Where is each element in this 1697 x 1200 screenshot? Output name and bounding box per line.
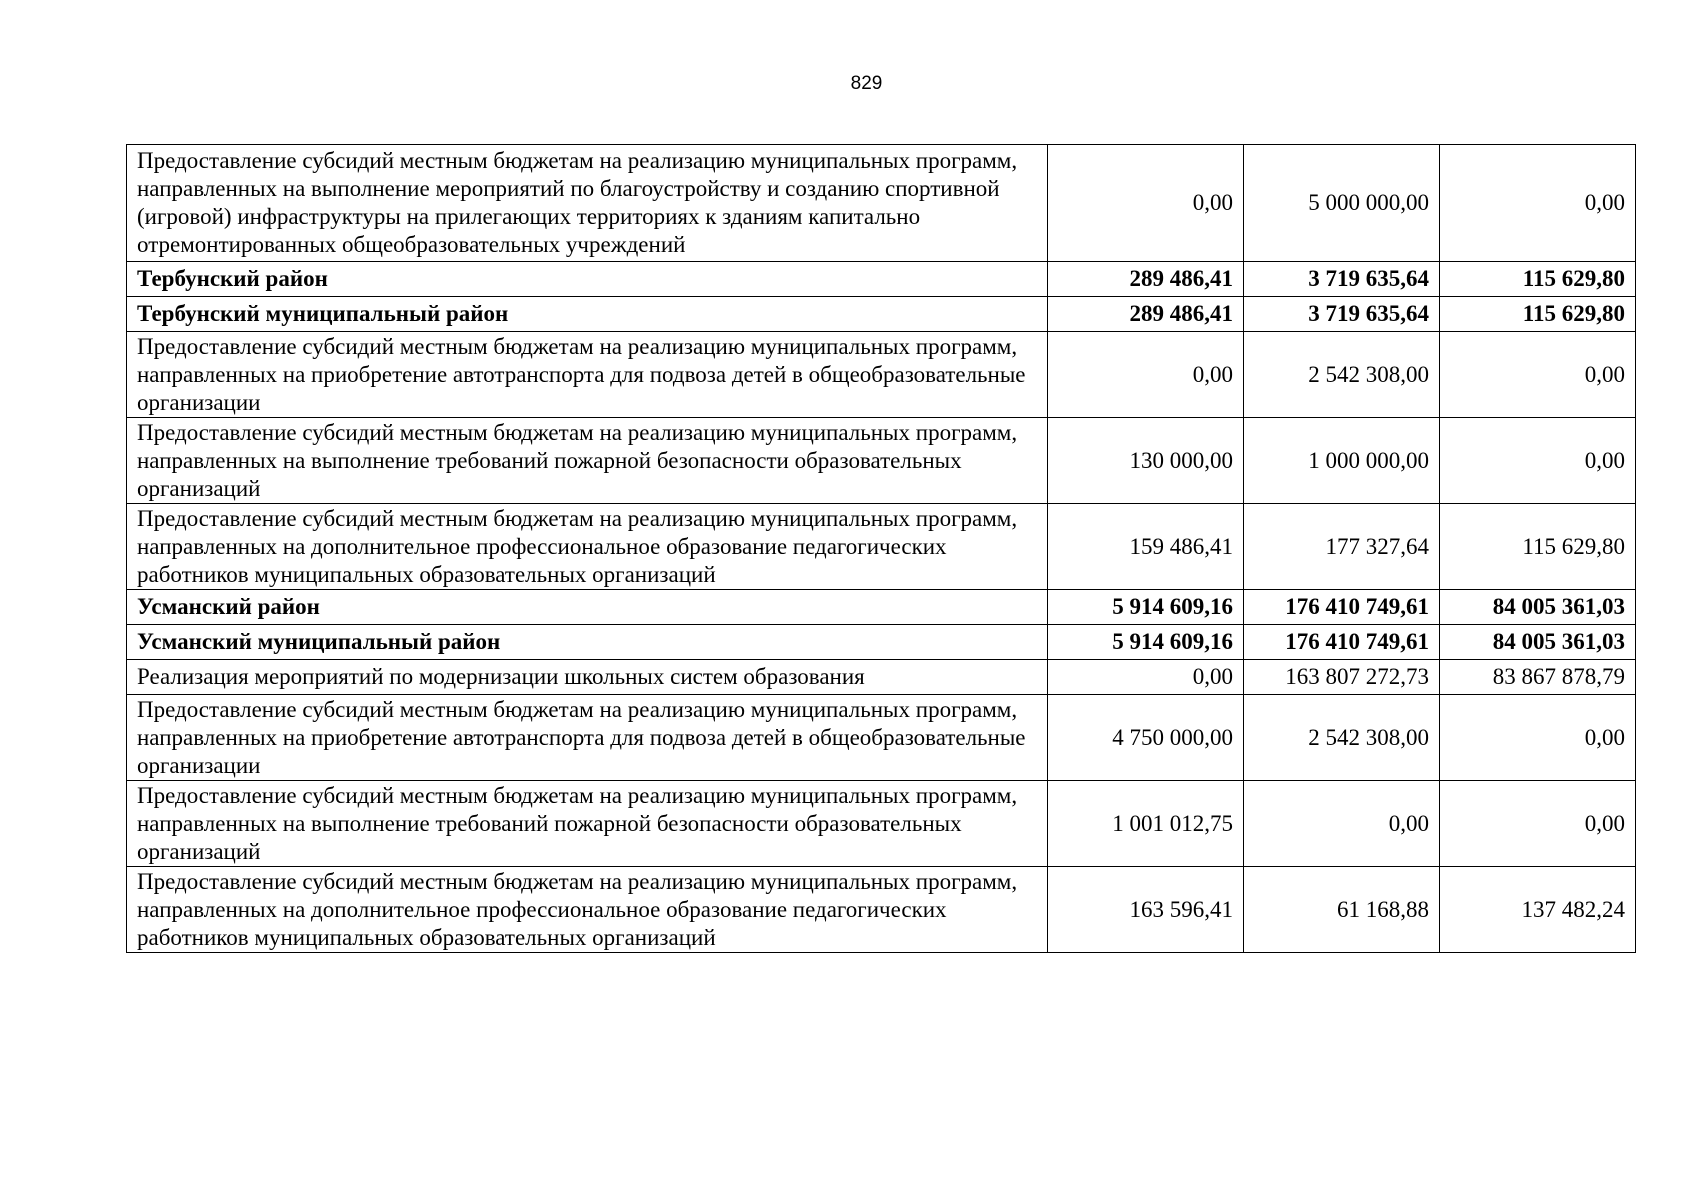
table-row xyxy=(127,660,1636,695)
table-row-group xyxy=(127,297,1636,332)
table-row xyxy=(127,418,1636,504)
row-name: Предоставление субсидий местным бюджетам на реализацию муниципальных программ, направленных на выполнение требований пожарной безопасности образовательных организаций xyxy=(127,418,1048,504)
row-value-1: 0,00 xyxy=(1048,332,1244,418)
row-value-2: 61 168,88 xyxy=(1244,867,1440,953)
row-name: Предоставление субсидий местным бюджетам на реализацию муниципальных программ, направленных на приобретение автотранспорта для подвоза детей в общеобразовательные организации xyxy=(127,332,1048,418)
row-name: Предоставление субсидий местным бюджетам на реализацию муниципальных программ, направленных на выполнение мероприятий по благоустройству и созданию спортивной (игровой) инфраструктуры на прилегающих территориях к зданиям капитально отремонтированных общеобразовательных учреждений xyxy=(127,145,1048,262)
row-value-3: 83 867 878,79 xyxy=(1440,660,1636,695)
row-value-1: 159 486,41 xyxy=(1048,504,1244,590)
row-value-1: 5 914 609,16 xyxy=(1048,590,1244,625)
row-value-3: 84 005 361,03 xyxy=(1440,590,1636,625)
row-value-1: 163 596,41 xyxy=(1048,867,1244,953)
table-row xyxy=(127,332,1636,418)
row-value-3: 0,00 xyxy=(1440,781,1636,867)
table-row xyxy=(127,867,1636,953)
table-row xyxy=(127,695,1636,781)
page-number: 829 xyxy=(850,73,883,94)
row-value-3: 115 629,80 xyxy=(1440,504,1636,590)
row-name: Предоставление субсидий местным бюджетам на реализацию муниципальных программ, направленных на выполнение требований пожарной безопасности образовательных организаций xyxy=(127,781,1048,867)
row-value-2: 3 719 635,64 xyxy=(1244,297,1440,332)
row-value-1: 289 486,41 xyxy=(1048,297,1244,332)
row-value-3: 115 629,80 xyxy=(1440,262,1636,297)
row-value-2: 2 542 308,00 xyxy=(1244,332,1440,418)
row-value-2: 1 000 000,00 xyxy=(1244,418,1440,504)
table-row xyxy=(127,781,1636,867)
row-value-3: 84 005 361,03 xyxy=(1440,625,1636,660)
row-value-2: 176 410 749,61 xyxy=(1244,590,1440,625)
row-value-1: 130 000,00 xyxy=(1048,418,1244,504)
row-value-2: 163 807 272,73 xyxy=(1244,660,1440,695)
row-value-3: 0,00 xyxy=(1440,332,1636,418)
row-value-2: 0,00 xyxy=(1244,781,1440,867)
table-row-group xyxy=(127,625,1636,660)
row-value-1: 1 001 012,75 xyxy=(1048,781,1244,867)
table-row-group xyxy=(127,590,1636,625)
row-value-1: 0,00 xyxy=(1048,145,1244,262)
row-value-1: 0,00 xyxy=(1048,660,1244,695)
row-value-1: 289 486,41 xyxy=(1048,262,1244,297)
row-name: Тербунский район xyxy=(127,262,1048,297)
row-value-3: 137 482,24 xyxy=(1440,867,1636,953)
row-name: Усманский муниципальный район xyxy=(127,625,1048,660)
table-row-group xyxy=(127,262,1636,297)
row-value-3: 0,00 xyxy=(1440,418,1636,504)
row-value-2: 5 000 000,00 xyxy=(1244,145,1440,262)
row-value-1: 4 750 000,00 xyxy=(1048,695,1244,781)
row-value-2: 2 542 308,00 xyxy=(1244,695,1440,781)
row-name: Предоставление субсидий местным бюджетам на реализацию муниципальных программ, направленных на дополнительное профессиональное образование педагогических работников муниципальных образовательных организаций xyxy=(127,867,1048,953)
table-row xyxy=(127,145,1636,262)
row-value-1: 5 914 609,16 xyxy=(1048,625,1244,660)
row-name: Усманский район xyxy=(127,590,1048,625)
row-value-3: 0,00 xyxy=(1440,145,1636,262)
row-value-2: 3 719 635,64 xyxy=(1244,262,1440,297)
row-value-3: 0,00 xyxy=(1440,695,1636,781)
row-value-2: 177 327,64 xyxy=(1244,504,1440,590)
row-name: Предоставление субсидий местным бюджетам на реализацию муниципальных программ, направленных на приобретение автотранспорта для подвоза детей в общеобразовательные организации xyxy=(127,695,1048,781)
row-name: Реализация мероприятий по модернизации школьных систем образования xyxy=(127,660,1048,695)
budget-table xyxy=(126,144,1636,953)
row-value-3: 115 629,80 xyxy=(1440,297,1636,332)
row-name: Тербунский муниципальный район xyxy=(127,297,1048,332)
row-value-2: 176 410 749,61 xyxy=(1244,625,1440,660)
row-name: Предоставление субсидий местным бюджетам на реализацию муниципальных программ, направленных на дополнительное профессиональное образование педагогических работников муниципальных образовательных организаций xyxy=(127,504,1048,590)
table-row xyxy=(127,504,1636,590)
